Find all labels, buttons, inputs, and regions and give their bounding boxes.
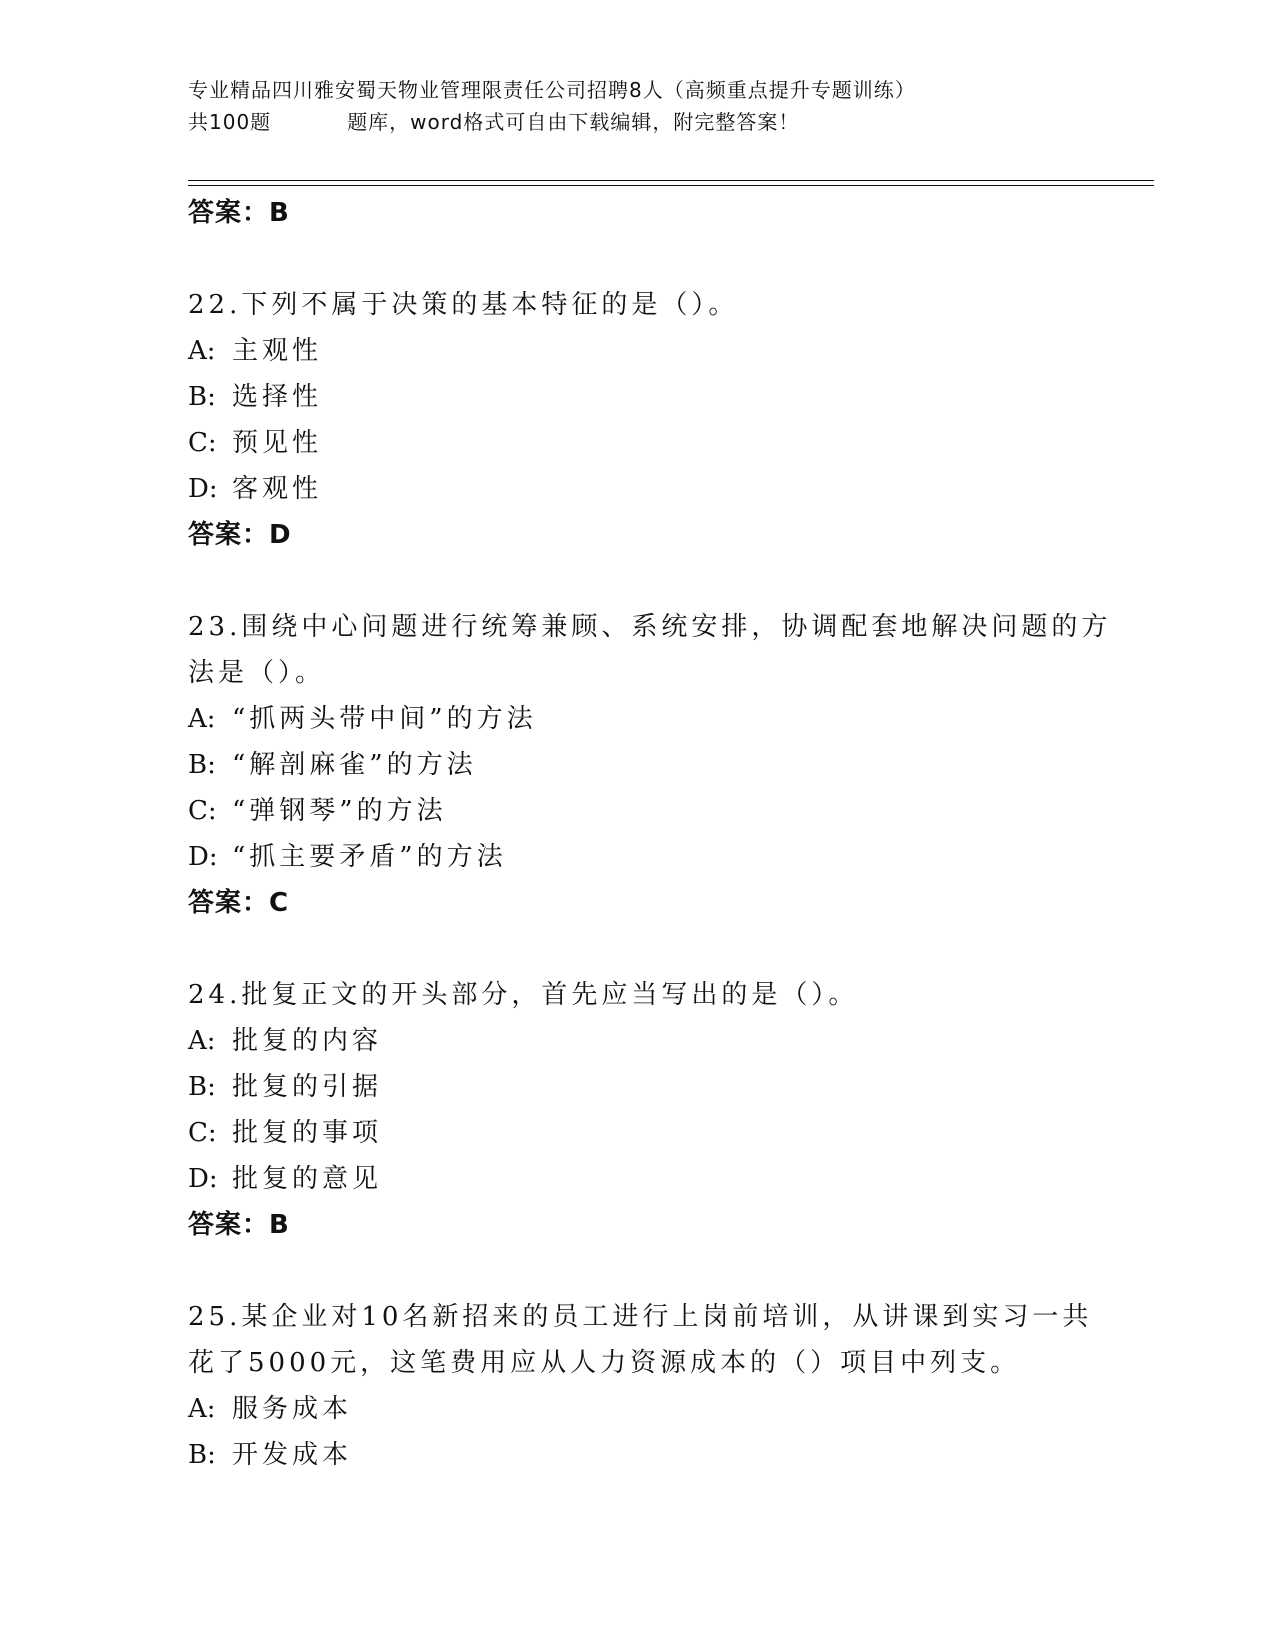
answer-line: 答案：D: [188, 520, 292, 550]
option-text: 选择性: [232, 382, 323, 412]
option-item: [188, 742, 1108, 788]
option-key: C:: [188, 796, 217, 826]
question-block: [188, 604, 1112, 926]
option-item: [188, 374, 1108, 420]
option-text: 批复的内容: [232, 1026, 383, 1056]
question-block: [188, 1294, 1108, 1478]
page-header: [188, 74, 1148, 138]
option-key: A:: [188, 704, 216, 734]
answer-line: 答案：C: [188, 888, 290, 918]
option-text: “解剖麻雀”的方法: [232, 750, 477, 780]
option-text: 主观性: [232, 336, 323, 366]
question-text: 24.批复正文的开头部分，首先应当写出的是（）。: [188, 980, 859, 1010]
option-text: “抓主要矛盾”的方法: [232, 842, 507, 872]
option-text: 批复的事项: [232, 1118, 383, 1148]
header-rule-bottom: [188, 185, 1154, 186]
option-key: D:: [188, 1164, 218, 1194]
question-text: 22.下列不属于决策的基本特征的是（）。: [188, 290, 739, 320]
option-item: [188, 1432, 1108, 1478]
question-gap: [188, 1248, 1108, 1294]
option-item: [188, 1110, 1108, 1156]
option-item: [188, 788, 1108, 834]
option-key: B:: [188, 750, 216, 780]
question-block: [188, 282, 1108, 558]
option-text: “弹钢琴”的方法: [232, 796, 447, 826]
option-key: A:: [188, 336, 216, 366]
answer-line: 答案：B: [188, 198, 290, 228]
option-text: 批复的引据: [232, 1072, 383, 1102]
header-count: 共100题: [188, 110, 272, 134]
option-item: [188, 420, 1108, 466]
option-item: [188, 696, 1108, 742]
question-gap: [188, 236, 1108, 282]
option-key: D:: [188, 474, 218, 504]
option-key: B:: [188, 1072, 216, 1102]
question-text: 法是（）。: [188, 658, 326, 688]
option-key: A:: [188, 1394, 216, 1424]
question-text: 25.某企业对10名新招来的员工进行上岗前培训，从讲课到实习一共: [188, 1302, 1093, 1332]
option-item: [188, 1386, 1108, 1432]
option-key: A:: [188, 1026, 216, 1056]
option-text: 服务成本: [232, 1394, 353, 1424]
question-list: [188, 190, 1112, 1478]
option-item: [188, 466, 1108, 512]
option-text: 预见性: [232, 428, 323, 458]
option-key: C:: [188, 428, 217, 458]
question-block: [188, 972, 1108, 1248]
question-text: 23.围绕中心问题进行统筹兼顾、系统安排，协调配套地解决问题的方: [188, 612, 1112, 642]
option-text: 客观性: [232, 474, 323, 504]
header-rule-top: [188, 180, 1154, 181]
option-item: [188, 1156, 1108, 1202]
option-key: C:: [188, 1118, 217, 1148]
option-key: B:: [188, 382, 216, 412]
option-text: 批复的意见: [232, 1164, 383, 1194]
option-text: “抓两头带中间”的方法: [232, 704, 537, 734]
option-item: [188, 834, 1108, 880]
option-text: 开发成本: [232, 1440, 353, 1470]
header-title: 专业精品四川雅安蜀天物业管理限责任公司招聘8人（高频重点提升专题训练）: [188, 78, 916, 102]
option-key: D:: [188, 842, 218, 872]
question-gap: [188, 926, 1108, 972]
header-note: 题库，word格式可自由下载编辑，附完整答案！: [347, 110, 800, 134]
option-item: [188, 1064, 1108, 1110]
header-subtitle: [188, 106, 1148, 138]
question-gap: [188, 558, 1108, 604]
question-text: 花了5000元，这笔费用应从人力资源成本的（）项目中列支。: [188, 1348, 1021, 1378]
answer-line: 答案：B: [188, 1210, 290, 1240]
option-key: B:: [188, 1440, 216, 1470]
option-item: [188, 328, 1108, 374]
option-item: [188, 1018, 1108, 1064]
